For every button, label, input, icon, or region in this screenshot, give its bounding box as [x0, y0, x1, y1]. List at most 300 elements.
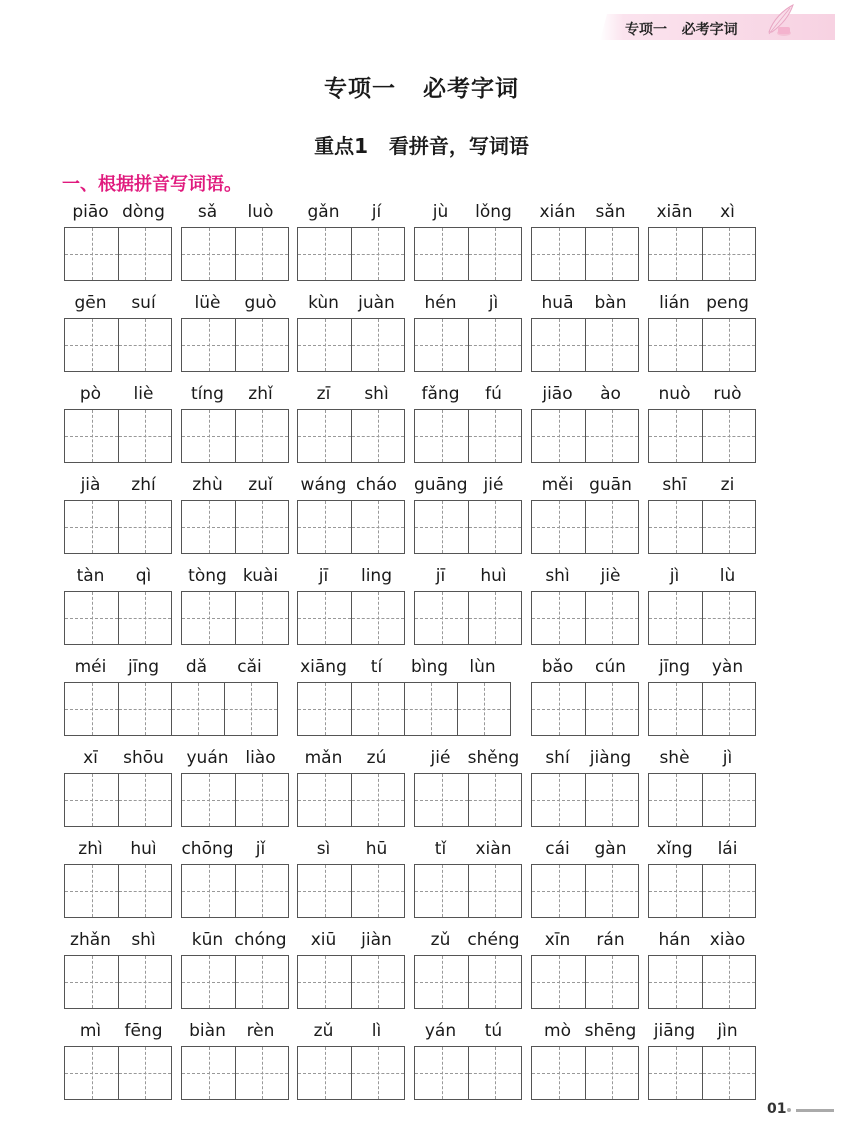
pinyin-syllable: cái — [545, 839, 570, 859]
tianzige-cell[interactable] — [298, 1047, 351, 1099]
pinyin-syllable: xī — [83, 748, 98, 768]
tianzige-cell[interactable] — [182, 956, 235, 1008]
tianzige-cell[interactable] — [298, 410, 351, 462]
tianzige-box[interactable] — [297, 682, 511, 736]
tianzige-cell[interactable] — [235, 319, 288, 371]
tianzige-cell[interactable] — [235, 774, 288, 826]
tianzige-cell[interactable] — [65, 592, 118, 644]
tianzige-cell[interactable] — [235, 228, 288, 280]
tianzige-cell[interactable] — [351, 774, 404, 826]
pinyin-syllable: bìng — [410, 657, 449, 677]
tianzige-cell[interactable] — [585, 410, 638, 462]
tianzige-cell[interactable] — [298, 501, 351, 553]
pinyin-syllable: shì — [364, 384, 389, 404]
pinyin-syllable: dòng — [122, 202, 165, 222]
tianzige-box[interactable] — [648, 864, 756, 918]
pinyin-syllable: jié — [430, 748, 451, 768]
tianzige-cell[interactable] — [649, 956, 702, 1008]
tianzige-box[interactable] — [414, 1046, 522, 1100]
tianzige-cell[interactable] — [182, 501, 235, 553]
pinyin-syllable: wáng — [300, 475, 347, 495]
pinyin-syllable: shēng — [584, 1021, 637, 1041]
tianzige-cell[interactable] — [585, 1047, 638, 1099]
tianzige-cell[interactable] — [351, 683, 404, 735]
pinyin-syllable: xǐng — [656, 839, 693, 859]
tianzige-box[interactable] — [297, 500, 405, 554]
pinyin-syllable: huā — [541, 293, 574, 313]
tianzige-cell[interactable] — [351, 865, 404, 917]
pinyin-syllable: jī — [318, 566, 329, 586]
tianzige-cell[interactable] — [415, 592, 468, 644]
tianzige-cell[interactable] — [585, 319, 638, 371]
pinyin-syllable: tàn — [76, 566, 105, 586]
pinyin-syllable: shí — [545, 748, 570, 768]
pinyin-syllable: cǎi — [237, 657, 262, 677]
pinyin-syllable: ào — [600, 384, 621, 404]
tianzige-cell[interactable] — [649, 228, 702, 280]
pinyin-syllable: shì — [131, 930, 156, 950]
tianzige-cell[interactable] — [298, 683, 351, 735]
pinyin-syllable: shì — [545, 566, 570, 586]
page-number: 01 — [767, 1101, 787, 1117]
pinyin-syllable: jiàn — [361, 930, 392, 950]
tianzige-cell[interactable] — [351, 592, 404, 644]
pinyin-syllable: zǔ — [430, 930, 451, 950]
tianzige-cell[interactable] — [702, 683, 755, 735]
pinyin-syllable: hū — [365, 839, 388, 859]
pinyin-syllable: jiè — [600, 566, 621, 586]
pinyin-syllable: jǐ — [255, 839, 266, 859]
tianzige-box[interactable] — [181, 409, 289, 463]
pinyin-syllable: jù — [432, 202, 449, 222]
section-heading: 一、根据拼音写词语。 — [62, 174, 242, 195]
pinyin-syllable: guān — [589, 475, 632, 495]
tianzige-cell[interactable] — [235, 1047, 288, 1099]
pinyin-syllable: bǎo — [541, 657, 574, 677]
pinyin-syllable: cún — [595, 657, 626, 677]
tianzige-box[interactable] — [531, 227, 639, 281]
tianzige-box[interactable] — [648, 591, 756, 645]
tianzige-cell[interactable] — [702, 319, 755, 371]
header-label: 专项一 必考字词 — [625, 22, 738, 38]
tianzige-cell[interactable] — [235, 410, 288, 462]
tianzige-box[interactable] — [297, 1046, 405, 1100]
tianzige-cell[interactable] — [468, 774, 521, 826]
tianzige-box[interactable] — [414, 864, 522, 918]
tianzige-cell[interactable] — [585, 592, 638, 644]
tianzige-box[interactable] — [181, 227, 289, 281]
pinyin-syllable: tí — [370, 657, 383, 677]
tianzige-cell[interactable] — [65, 683, 118, 735]
tianzige-cell[interactable] — [182, 865, 235, 917]
pinyin-syllable: bàn — [594, 293, 627, 313]
page-decor-line — [796, 1109, 834, 1112]
tianzige-box[interactable] — [648, 1046, 756, 1100]
page-decor-dot — [787, 1108, 791, 1112]
pinyin-syllable: yuán — [186, 748, 229, 768]
tianzige-box[interactable] — [64, 500, 172, 554]
tianzige-box[interactable] — [64, 955, 172, 1009]
pinyin-syllable: shè — [659, 748, 690, 768]
pinyin-syllable: měi — [541, 475, 574, 495]
tianzige-cell[interactable] — [415, 319, 468, 371]
tianzige-box[interactable] — [297, 955, 405, 1009]
pinyin-syllable: zhǐ — [248, 384, 273, 404]
pinyin-syllable: jié — [483, 475, 504, 495]
tianzige-cell[interactable] — [118, 501, 171, 553]
pinyin-syllable: yàn — [711, 657, 744, 677]
pinyin-syllable: zhù — [192, 475, 223, 495]
tianzige-cell[interactable] — [118, 1047, 171, 1099]
tianzige-box[interactable] — [648, 955, 756, 1009]
pinyin-syllable: jīng — [658, 657, 690, 677]
tianzige-box[interactable] — [297, 409, 405, 463]
tianzige-cell[interactable] — [118, 956, 171, 1008]
tianzige-cell[interactable] — [532, 956, 585, 1008]
tianzige-cell[interactable] — [235, 956, 288, 1008]
pinyin-syllable: hán — [658, 930, 691, 950]
tianzige-cell[interactable] — [649, 501, 702, 553]
tianzige-cell[interactable] — [224, 683, 277, 735]
tianzige-cell[interactable] — [702, 865, 755, 917]
tianzige-cell[interactable] — [415, 1047, 468, 1099]
pinyin-syllable: liào — [245, 748, 276, 768]
tianzige-cell[interactable] — [532, 228, 585, 280]
tianzige-cell[interactable] — [351, 319, 404, 371]
tianzige-box[interactable] — [531, 318, 639, 372]
tianzige-cell[interactable] — [532, 774, 585, 826]
pinyin-syllable: zhì — [78, 839, 103, 859]
tianzige-box[interactable] — [648, 409, 756, 463]
pinyin-syllable: jiàng — [589, 748, 632, 768]
tianzige-cell[interactable] — [351, 956, 404, 1008]
pinyin-syllable: zhí — [131, 475, 156, 495]
pinyin-syllable: xì — [720, 202, 735, 222]
pinyin-syllable: zǔ — [313, 1021, 334, 1041]
tianzige-cell[interactable] — [468, 319, 521, 371]
tianzige-cell[interactable] — [468, 228, 521, 280]
pinyin-syllable: sǎ — [197, 202, 218, 222]
pinyin-syllable: lì — [371, 1021, 382, 1041]
tianzige-cell[interactable] — [65, 1047, 118, 1099]
tianzige-cell[interactable] — [182, 592, 235, 644]
tianzige-cell[interactable] — [532, 592, 585, 644]
pinyin-syllable: rán — [596, 930, 625, 950]
pinyin-syllable: gǎn — [307, 202, 340, 222]
pinyin-syllable: chōng — [181, 839, 234, 859]
tianzige-cell[interactable] — [65, 956, 118, 1008]
tianzige-cell[interactable] — [649, 592, 702, 644]
tianzige-cell[interactable] — [702, 501, 755, 553]
tianzige-cell[interactable] — [351, 1047, 404, 1099]
pinyin-syllable: lái — [717, 839, 738, 859]
pinyin-syllable: guāng — [414, 475, 468, 495]
tianzige-box[interactable] — [531, 682, 639, 736]
tianzige-box[interactable] — [531, 591, 639, 645]
tianzige-box[interactable] — [181, 1046, 289, 1100]
pinyin-syllable: piāo — [72, 202, 109, 222]
pinyin-syllable: chéng — [467, 930, 520, 950]
pinyin-syllable: shī — [662, 475, 687, 495]
pinyin-syllable: fēng — [124, 1021, 163, 1041]
pinyin-syllable: jī — [435, 566, 446, 586]
tianzige-cell[interactable] — [468, 956, 521, 1008]
tianzige-cell[interactable] — [532, 1047, 585, 1099]
pinyin-syllable: rèn — [246, 1021, 275, 1041]
pinyin-syllable: lián — [659, 293, 690, 313]
tianzige-box[interactable] — [414, 318, 522, 372]
pinyin-syllable: jì — [722, 748, 733, 768]
tianzige-cell[interactable] — [235, 501, 288, 553]
tianzige-cell[interactable] — [649, 774, 702, 826]
tianzige-cell[interactable] — [468, 592, 521, 644]
pinyin-syllable: jì — [669, 566, 680, 586]
tianzige-cell[interactable] — [118, 410, 171, 462]
pinyin-syllable: chóng — [234, 930, 287, 950]
pinyin-syllable: xiū — [310, 930, 337, 950]
tianzige-cell[interactable] — [65, 774, 118, 826]
tianzige-cell[interactable] — [532, 410, 585, 462]
tianzige-box[interactable] — [181, 591, 289, 645]
tianzige-cell[interactable] — [585, 956, 638, 1008]
page-title: 专项一 必考字词 — [323, 76, 520, 102]
tianzige-cell[interactable] — [702, 956, 755, 1008]
tianzige-cell[interactable] — [585, 774, 638, 826]
tianzige-cell[interactable] — [298, 592, 351, 644]
tianzige-box[interactable] — [648, 500, 756, 554]
pinyin-syllable: lùn — [469, 657, 496, 677]
tianzige-cell[interactable] — [415, 501, 468, 553]
tianzige-cell[interactable] — [702, 774, 755, 826]
tianzige-box[interactable] — [64, 318, 172, 372]
tianzige-cell[interactable] — [182, 410, 235, 462]
tianzige-cell[interactable] — [468, 410, 521, 462]
pinyin-syllable: kūn — [191, 930, 224, 950]
pinyin-syllable: mì — [79, 1021, 102, 1041]
tianzige-cell[interactable] — [649, 1047, 702, 1099]
tianzige-cell[interactable] — [468, 865, 521, 917]
pinyin-syllable: jià — [80, 475, 101, 495]
tianzige-cell[interactable] — [415, 865, 468, 917]
pinyin-syllable: méi — [74, 657, 107, 677]
pinyin-syllable: juàn — [358, 293, 395, 313]
tianzige-cell[interactable] — [532, 865, 585, 917]
tianzige-cell[interactable] — [649, 319, 702, 371]
tianzige-box[interactable] — [414, 227, 522, 281]
tianzige-box[interactable] — [64, 864, 172, 918]
pinyin-syllable: shōu — [123, 748, 164, 768]
tianzige-cell[interactable] — [118, 865, 171, 917]
pinyin-syllable: xiàn — [475, 839, 512, 859]
pinyin-syllable: dǎ — [185, 657, 208, 677]
pinyin-syllable: cháo — [356, 475, 397, 495]
tianzige-cell[interactable] — [649, 410, 702, 462]
pinyin-syllable: ling — [360, 566, 392, 586]
pinyin-syllable: fǎng — [421, 384, 460, 404]
tianzige-cell[interactable] — [182, 774, 235, 826]
tianzige-cell[interactable] — [118, 228, 171, 280]
tianzige-cell[interactable] — [404, 683, 457, 735]
tianzige-cell[interactable] — [118, 319, 171, 371]
tianzige-box[interactable] — [414, 409, 522, 463]
tianzige-cell[interactable] — [702, 228, 755, 280]
feather-pen-icon — [763, 2, 797, 42]
pinyin-syllable: nuò — [658, 384, 691, 404]
pinyin-syllable: tíng — [191, 384, 224, 404]
pinyin-syllable: yán — [424, 1021, 457, 1041]
tianzige-cell[interactable] — [585, 501, 638, 553]
tianzige-cell[interactable] — [415, 956, 468, 1008]
tianzige-cell[interactable] — [702, 1047, 755, 1099]
pinyin-syllable: xiān — [656, 202, 693, 222]
pinyin-syllable: gàn — [594, 839, 627, 859]
tianzige-box[interactable] — [64, 682, 278, 736]
tianzige-cell[interactable] — [182, 228, 235, 280]
tianzige-box[interactable] — [531, 1046, 639, 1100]
tianzige-cell[interactable] — [468, 501, 521, 553]
pinyin-syllable: hén — [424, 293, 457, 313]
tianzige-cell[interactable] — [649, 865, 702, 917]
pinyin-syllable: xián — [539, 202, 576, 222]
tianzige-box[interactable] — [297, 591, 405, 645]
tianzige-cell[interactable] — [468, 1047, 521, 1099]
tianzige-box[interactable] — [531, 500, 639, 554]
pinyin-syllable: suí — [131, 293, 156, 313]
pinyin-syllable: jiāng — [653, 1021, 696, 1041]
tianzige-cell[interactable] — [65, 410, 118, 462]
tianzige-box[interactable] — [297, 227, 405, 281]
tianzige-box[interactable] — [531, 773, 639, 827]
tianzige-box[interactable] — [64, 591, 172, 645]
tianzige-box[interactable] — [648, 227, 756, 281]
tianzige-cell[interactable] — [298, 956, 351, 1008]
pinyin-syllable: tòng — [188, 566, 227, 586]
tianzige-box[interactable] — [414, 955, 522, 1009]
pinyin-syllable: xiào — [709, 930, 746, 950]
tianzige-box[interactable] — [64, 773, 172, 827]
tianzige-box[interactable] — [648, 773, 756, 827]
tianzige-cell[interactable] — [457, 683, 510, 735]
pinyin-syllable: lù — [719, 566, 736, 586]
tianzige-box[interactable] — [648, 318, 756, 372]
tianzige-cell[interactable] — [65, 228, 118, 280]
tianzige-cell[interactable] — [65, 865, 118, 917]
tianzige-cell[interactable] — [415, 228, 468, 280]
pinyin-syllable: sǎn — [595, 202, 626, 222]
pinyin-syllable: mò — [544, 1021, 571, 1041]
tianzige-cell[interactable] — [532, 683, 585, 735]
tianzige-cell[interactable] — [351, 228, 404, 280]
tianzige-cell[interactable] — [118, 774, 171, 826]
pinyin-syllable: zhǎn — [70, 930, 111, 950]
tianzige-cell[interactable] — [118, 592, 171, 644]
pinyin-syllable: xīn — [544, 930, 571, 950]
tianzige-cell[interactable] — [118, 683, 171, 735]
pinyin-syllable: xiāng — [300, 657, 347, 677]
tianzige-box[interactable] — [297, 864, 405, 918]
pinyin-syllable: kùn — [308, 293, 339, 313]
tianzige-box[interactable] — [181, 318, 289, 372]
pinyin-syllable: luò — [247, 202, 274, 222]
pinyin-syllable: guò — [244, 293, 277, 313]
pinyin-syllable: zuǐ — [248, 475, 273, 495]
tianzige-cell[interactable] — [182, 1047, 235, 1099]
pinyin-syllable: peng — [706, 293, 749, 313]
pinyin-syllable: fú — [485, 384, 502, 404]
tianzige-cell[interactable] — [415, 774, 468, 826]
tianzige-box[interactable] — [414, 500, 522, 554]
tianzige-cell[interactable] — [649, 683, 702, 735]
tianzige-cell[interactable] — [298, 865, 351, 917]
tianzige-box[interactable] — [531, 409, 639, 463]
tianzige-cell[interactable] — [415, 410, 468, 462]
tianzige-cell[interactable] — [298, 319, 351, 371]
tianzige-cell[interactable] — [65, 319, 118, 371]
page-subtitle: 重点1 看拼音，写词语 — [314, 134, 529, 158]
tianzige-box[interactable] — [181, 955, 289, 1009]
tianzige-box[interactable] — [414, 773, 522, 827]
tianzige-box[interactable] — [297, 773, 405, 827]
tianzige-cell[interactable] — [585, 228, 638, 280]
pinyin-syllable: ruò — [713, 384, 742, 404]
pinyin-syllable: biàn — [189, 1021, 226, 1041]
tianzige-box[interactable] — [414, 591, 522, 645]
pinyin-syllable: tú — [484, 1021, 503, 1041]
tianzige-cell[interactable] — [351, 501, 404, 553]
tianzige-cell[interactable] — [532, 501, 585, 553]
tianzige-cell[interactable] — [235, 865, 288, 917]
pinyin-syllable: liè — [133, 384, 154, 404]
tianzige-box[interactable] — [531, 955, 639, 1009]
tianzige-box[interactable] — [64, 227, 172, 281]
pinyin-syllable: huì — [130, 839, 157, 859]
tianzige-cell[interactable] — [532, 319, 585, 371]
pinyin-syllable: huì — [480, 566, 507, 586]
tianzige-box[interactable] — [64, 1046, 172, 1100]
pinyin-syllable: gēn — [74, 293, 107, 313]
tianzige-cell[interactable] — [235, 592, 288, 644]
pinyin-syllable: qì — [135, 566, 152, 586]
pinyin-syllable: sì — [316, 839, 331, 859]
tianzige-cell[interactable] — [702, 592, 755, 644]
tianzige-box[interactable] — [64, 409, 172, 463]
pinyin-syllable: pò — [79, 384, 102, 404]
pinyin-syllable: lǒng — [475, 202, 512, 222]
tianzige-cell[interactable] — [65, 501, 118, 553]
tianzige-box[interactable] — [531, 864, 639, 918]
pinyin-syllable: lüè — [194, 293, 221, 313]
tianzige-box[interactable] — [181, 773, 289, 827]
tianzige-box[interactable] — [181, 500, 289, 554]
tianzige-cell[interactable] — [298, 774, 351, 826]
tianzige-box[interactable] — [297, 318, 405, 372]
tianzige-box[interactable] — [181, 864, 289, 918]
tianzige-cell[interactable] — [351, 410, 404, 462]
tianzige-cell[interactable] — [585, 865, 638, 917]
pinyin-syllable: zī — [316, 384, 331, 404]
tianzige-cell[interactable] — [171, 683, 224, 735]
pinyin-syllable: jìn — [717, 1021, 738, 1041]
pinyin-syllable: tǐ — [434, 839, 447, 859]
tianzige-cell[interactable] — [702, 410, 755, 462]
tianzige-cell[interactable] — [298, 228, 351, 280]
pinyin-syllable: shěng — [467, 748, 520, 768]
pinyin-syllable: kuài — [242, 566, 279, 586]
tianzige-cell[interactable] — [182, 319, 235, 371]
tianzige-box[interactable] — [648, 682, 756, 736]
pinyin-syllable: zi — [720, 475, 735, 495]
tianzige-cell[interactable] — [585, 683, 638, 735]
